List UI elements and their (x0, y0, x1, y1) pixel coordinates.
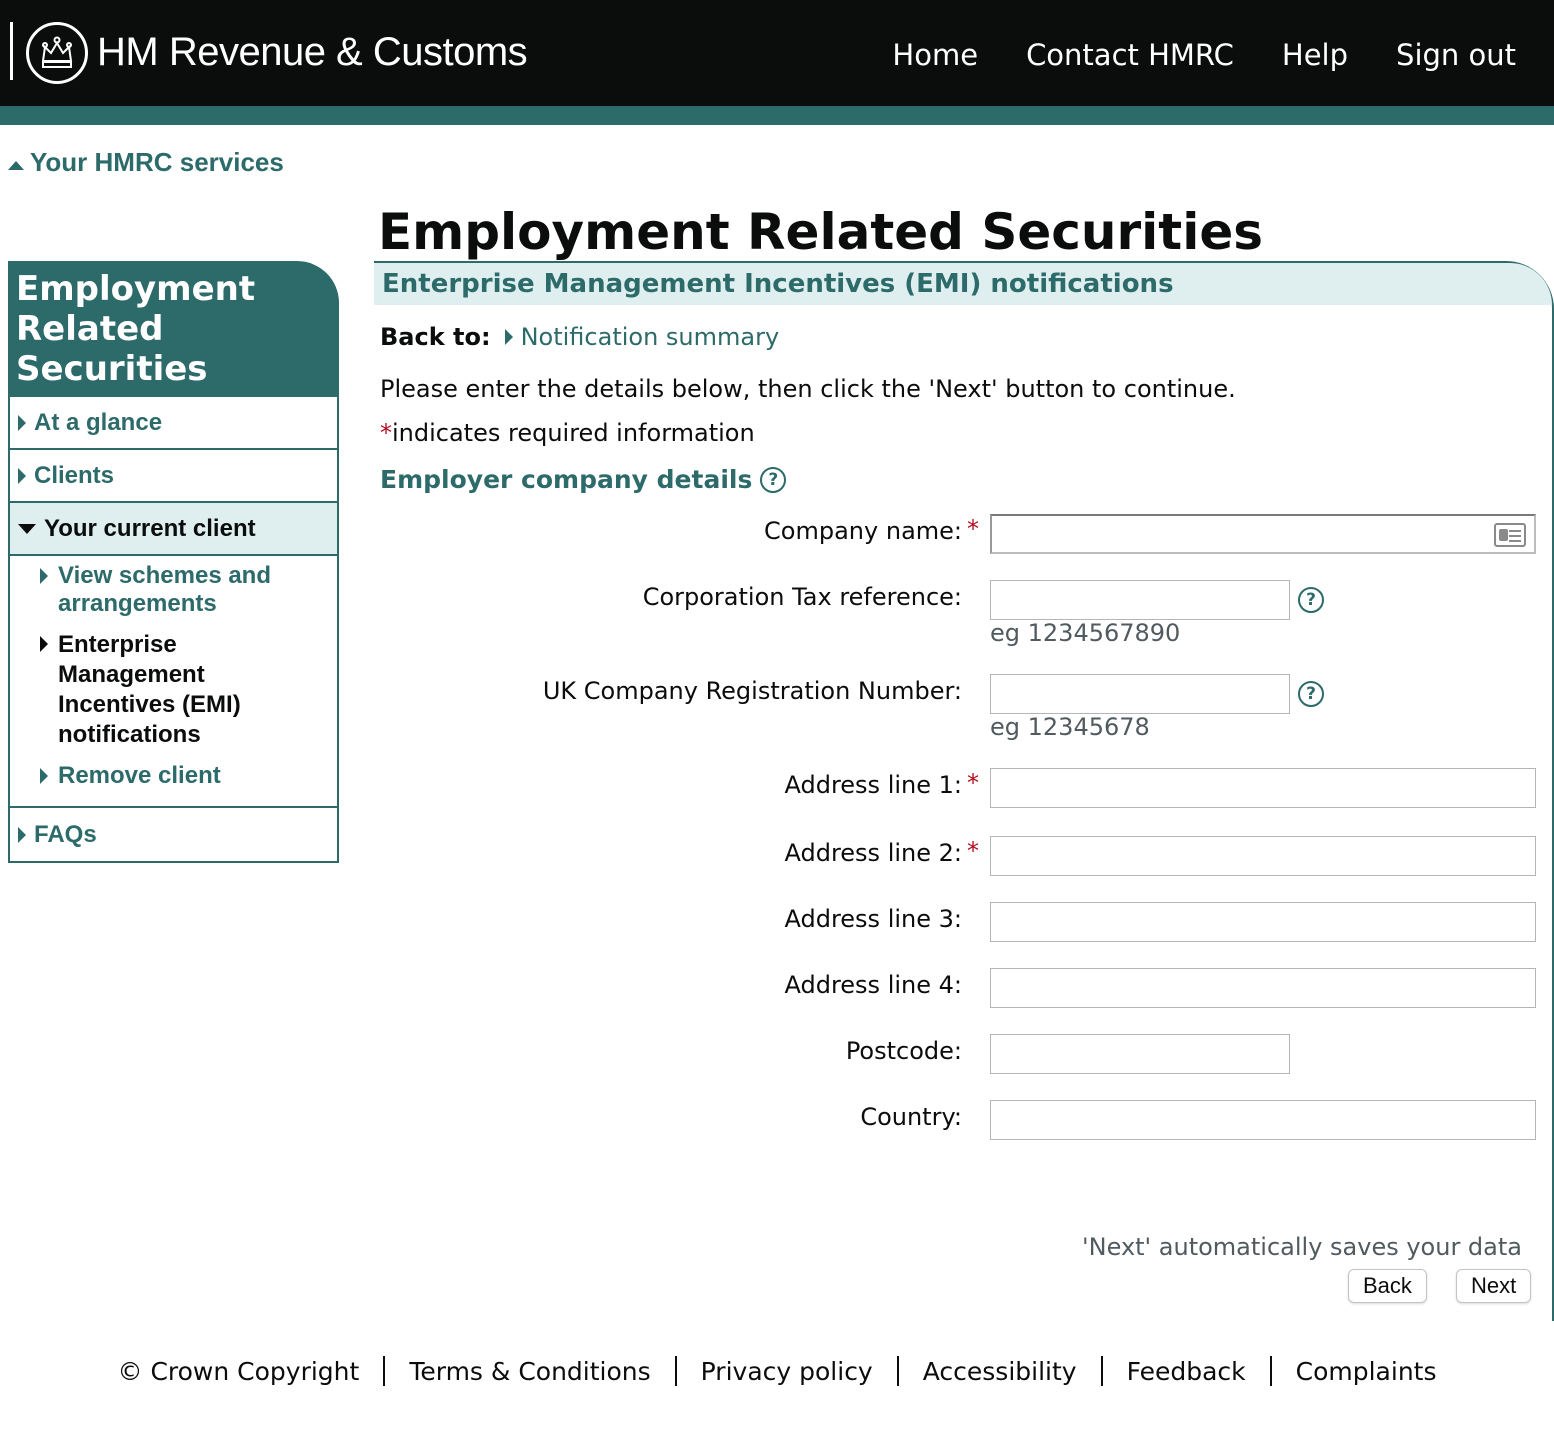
sidebar-item-at-a-glance[interactable] (10, 397, 337, 450)
your-hmrc-services-link[interactable] (8, 147, 284, 178)
postcode-label: Postcode: (845, 1037, 962, 1065)
page-title: Employment Related Securities (378, 203, 1264, 261)
back-button[interactable]: Back (1348, 1269, 1427, 1303)
footer-complaints-link[interactable]: Complaints (1295, 1356, 1437, 1386)
sidebar-item-current-client[interactable] (10, 503, 337, 556)
sidebar-item-label: Clients (34, 461, 115, 489)
triangle-right-icon (40, 768, 48, 784)
sidebar-item-clients[interactable] (10, 450, 337, 503)
address-line-1-label: Address line 1: (784, 771, 962, 799)
triangle-right-icon (18, 415, 26, 431)
sidebar-subitem-remove-client[interactable] (10, 762, 337, 790)
address-line-1-field[interactable] (990, 768, 1536, 808)
sidebar-item-faqs[interactable] (10, 808, 337, 861)
sidebar-item-label: FAQs (34, 820, 97, 848)
notification-summary-link[interactable]: Notification summary (520, 323, 780, 351)
crn-label: UK Company Registration Number: (542, 677, 962, 705)
footer-accessibility-link[interactable]: Accessibility (922, 1356, 1077, 1386)
sidebar-subitem-label: Enterprise Management Incentives (EMI) notifications (58, 631, 241, 748)
sidebar-subitem-label: Remove client (58, 762, 221, 789)
services-link-label: Your HMRC services (30, 147, 284, 177)
address-line-4-label: Address line 4: (784, 971, 962, 999)
required-star: * (967, 837, 979, 865)
company-name-field[interactable] (990, 514, 1536, 554)
address-line-2-field[interactable] (990, 836, 1536, 876)
address-line-3-field[interactable] (990, 902, 1536, 942)
triangle-down-icon (18, 524, 36, 534)
sidebar-subitem-label: View schemes and arrangements (58, 562, 271, 617)
nav-sign-out-link[interactable]: Sign out (1396, 38, 1516, 72)
next-button[interactable]: Next (1456, 1269, 1531, 1303)
save-note: 'Next' automatically saves your data (1082, 1233, 1522, 1261)
footer-copyright[interactable]: © Crown Copyright (117, 1356, 360, 1386)
ct-reference-label: Corporation Tax reference: (642, 583, 962, 611)
help-icon[interactable]: ? (760, 467, 786, 493)
address-line-2-label: Address line 2: (784, 839, 962, 867)
brand-divider (10, 22, 13, 80)
company-name-label: Company name: (764, 517, 962, 545)
postcode-field[interactable] (990, 1034, 1290, 1074)
address-line-3-label: Address line 3: (784, 905, 962, 933)
required-star: * (967, 769, 979, 797)
nav-home-link[interactable]: Home (892, 38, 979, 72)
sidebar-subitem-emi[interactable] (10, 630, 337, 750)
help-icon[interactable]: ? (1298, 681, 1324, 707)
sidebar-subitem-view-schemes[interactable] (10, 562, 337, 618)
panel-heading: Enterprise Management Incentives (EMI) notifications (374, 263, 1552, 305)
sidebar (8, 261, 339, 863)
nav-help-link[interactable]: Help (1281, 38, 1349, 72)
required-star: * (967, 515, 979, 543)
sidebar-menu (8, 397, 339, 863)
header-stripe (0, 106, 1554, 125)
address-line-4-field[interactable] (990, 968, 1536, 1008)
ct-reference-hint: eg 1234567890 (990, 619, 1181, 647)
sidebar-item-label: Your current client (44, 514, 256, 542)
sidebar-title: Employment Related Securities (8, 261, 339, 397)
triangle-right-icon (40, 636, 48, 652)
triangle-up-icon (8, 161, 24, 170)
footer-feedback-link[interactable]: Feedback (1126, 1356, 1246, 1386)
help-icon[interactable]: ? (1298, 587, 1324, 613)
brand-name[interactable]: HM Revenue & Customs (97, 30, 528, 74)
intro-text: Please enter the details below, then click the 'Next' button to continue. (380, 375, 1236, 403)
crn-hint: eg 12345678 (990, 713, 1150, 741)
current-client-submenu (10, 556, 337, 808)
site-header (0, 0, 1554, 106)
top-navigation (892, 38, 1516, 72)
crown-crest-icon (26, 22, 88, 84)
sidebar-item-label: At a glance (34, 408, 163, 436)
crn-field[interactable] (990, 674, 1290, 714)
contact-card-icon[interactable] (1494, 523, 1526, 547)
ct-reference-field[interactable] (990, 580, 1290, 620)
back-to-breadcrumb (380, 323, 779, 351)
triangle-right-icon (18, 468, 26, 484)
footer-privacy-link[interactable]: Privacy policy (700, 1356, 873, 1386)
triangle-right-icon (40, 568, 48, 584)
required-star: * (380, 419, 392, 447)
section-heading-text: Employer company details (380, 465, 753, 494)
country-field[interactable] (990, 1100, 1536, 1140)
triangle-right-icon (505, 329, 513, 345)
required-note (380, 419, 755, 447)
nav-contact-link[interactable]: Contact HMRC (1026, 38, 1234, 72)
back-to-label: Back to: (380, 323, 491, 351)
required-note-text: indicates required information (392, 419, 755, 447)
footer (0, 1356, 1554, 1386)
country-label: Country: (860, 1103, 962, 1131)
triangle-right-icon (18, 827, 26, 843)
employer-details-heading (380, 465, 786, 494)
footer-terms-link[interactable]: Terms & Conditions (409, 1356, 651, 1386)
